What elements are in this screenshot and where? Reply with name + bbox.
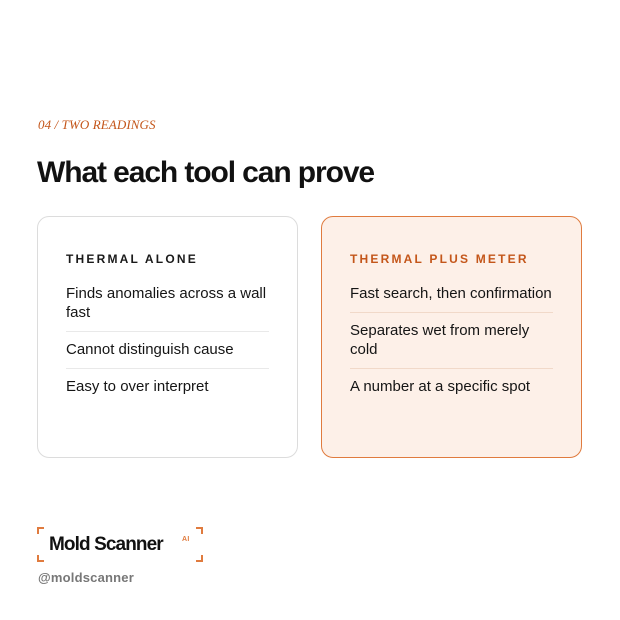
thermal-plus-meter-card: [321, 216, 582, 458]
corner-bracket-icon: [196, 555, 203, 562]
section-eyebrow: 04 / TWO READINGS: [38, 117, 156, 132]
card-heading: THERMAL PLUS METER: [350, 252, 529, 266]
corner-bracket-icon: [196, 527, 203, 534]
list-item: Easy to over interpret: [66, 368, 269, 405]
list-item: Fast search, then confirmation: [350, 285, 552, 302]
page-title: What each tool can prove: [37, 156, 374, 189]
social-handle: @moldscanner: [38, 570, 134, 585]
thermal-alone-card: [37, 216, 298, 458]
brand-logo: [37, 527, 203, 562]
list-item: Finds anomalies across a wall fast: [66, 285, 267, 321]
list-item: A number at a specific spot: [350, 368, 553, 405]
corner-bracket-icon: [37, 527, 44, 534]
brand-ai-badge: AI: [182, 536, 190, 543]
brand-name: Mold Scanner: [49, 534, 163, 555]
list-item: Separates wet from merely cold: [350, 312, 553, 368]
card-heading: THERMAL ALONE: [66, 252, 198, 266]
card-item-list: [66, 284, 269, 405]
list-item: Cannot distinguish cause: [66, 331, 269, 368]
card-item-list: [350, 284, 553, 405]
corner-bracket-icon: [37, 555, 44, 562]
